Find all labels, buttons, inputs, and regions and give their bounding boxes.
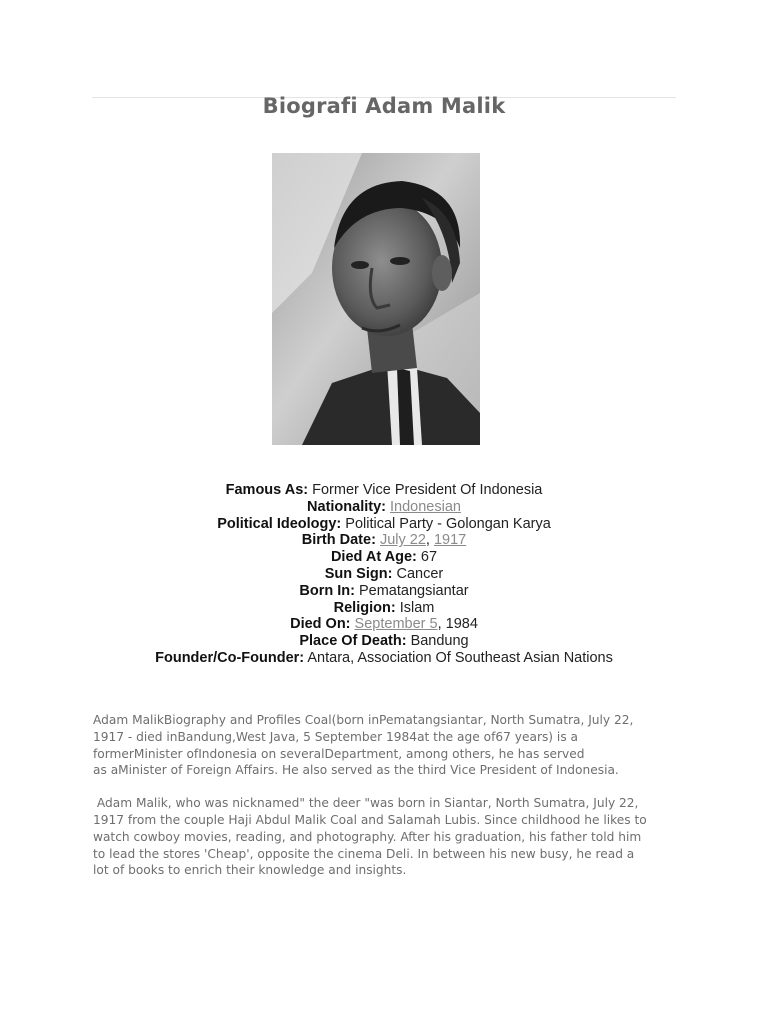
document-title: Biografi Adam Malik [262,94,506,118]
fact-sun-sign: Sun Sign: Cancer [324,565,444,582]
biography-body [93,712,683,895]
fact-birth-date: Birth Date: July 22, 1917 [301,532,467,549]
profile-facts [0,482,768,667]
paragraph-childhood: Adam Malik, who was nicknamed" the deer "was born in Siantar, North Sumatra, July 22, 1917 from the couple Haji Abdul Malik Coal and Salamah Lubis. Since childhood he likes to watch cowboy movies, reading, and photography. After his graduation, his father told him to lead the stores 'Cheap', opposite the cinema Deli. In between his new busy, he read a lot of books to enrich their knowledge and insights. [93,796,647,878]
fact-religion: Religion: Islam [333,599,435,616]
portrait-photo [272,153,480,445]
birth-year-link[interactable]: 1917 [433,532,467,549]
fact-founder: Founder/Co-Founder: Antara, Association Of Southeast Asian Nations [155,649,613,666]
birth-day-link[interactable]: July 22 [379,532,426,549]
fact-place-of-death: Place Of Death: Bandung [299,633,469,650]
fact-famous-as: Famous As: Former Vice President Of Indonesia [225,482,543,498]
fact-nationality: Nationality: Indonesian [307,498,461,515]
nationality-link[interactable]: Indonesian [390,498,461,515]
paragraph-intro: Adam MalikBiography and Profiles Coal(born inPematangsiantar, North Sumatra, July 22, 1917 - died inBandung,West Java, 5 September 1984at the age of67 years) is a formerMinister ofIndonesia on severalDepartment, among others, he has served as aMinister of Foreign Affairs. He also served as the third Vice President of Indonesia. [93,713,634,778]
death-date-link[interactable]: September 5 [354,616,438,633]
fact-born-in: Born In: Pematangsiantar [299,582,469,599]
fact-political-ideology: Political Ideology: Political Party - Golongan Karya [217,515,551,532]
fact-died-on: Died On: September 5, 1984 [290,616,478,633]
fact-died-at-age: Died At Age: 67 [330,549,438,566]
